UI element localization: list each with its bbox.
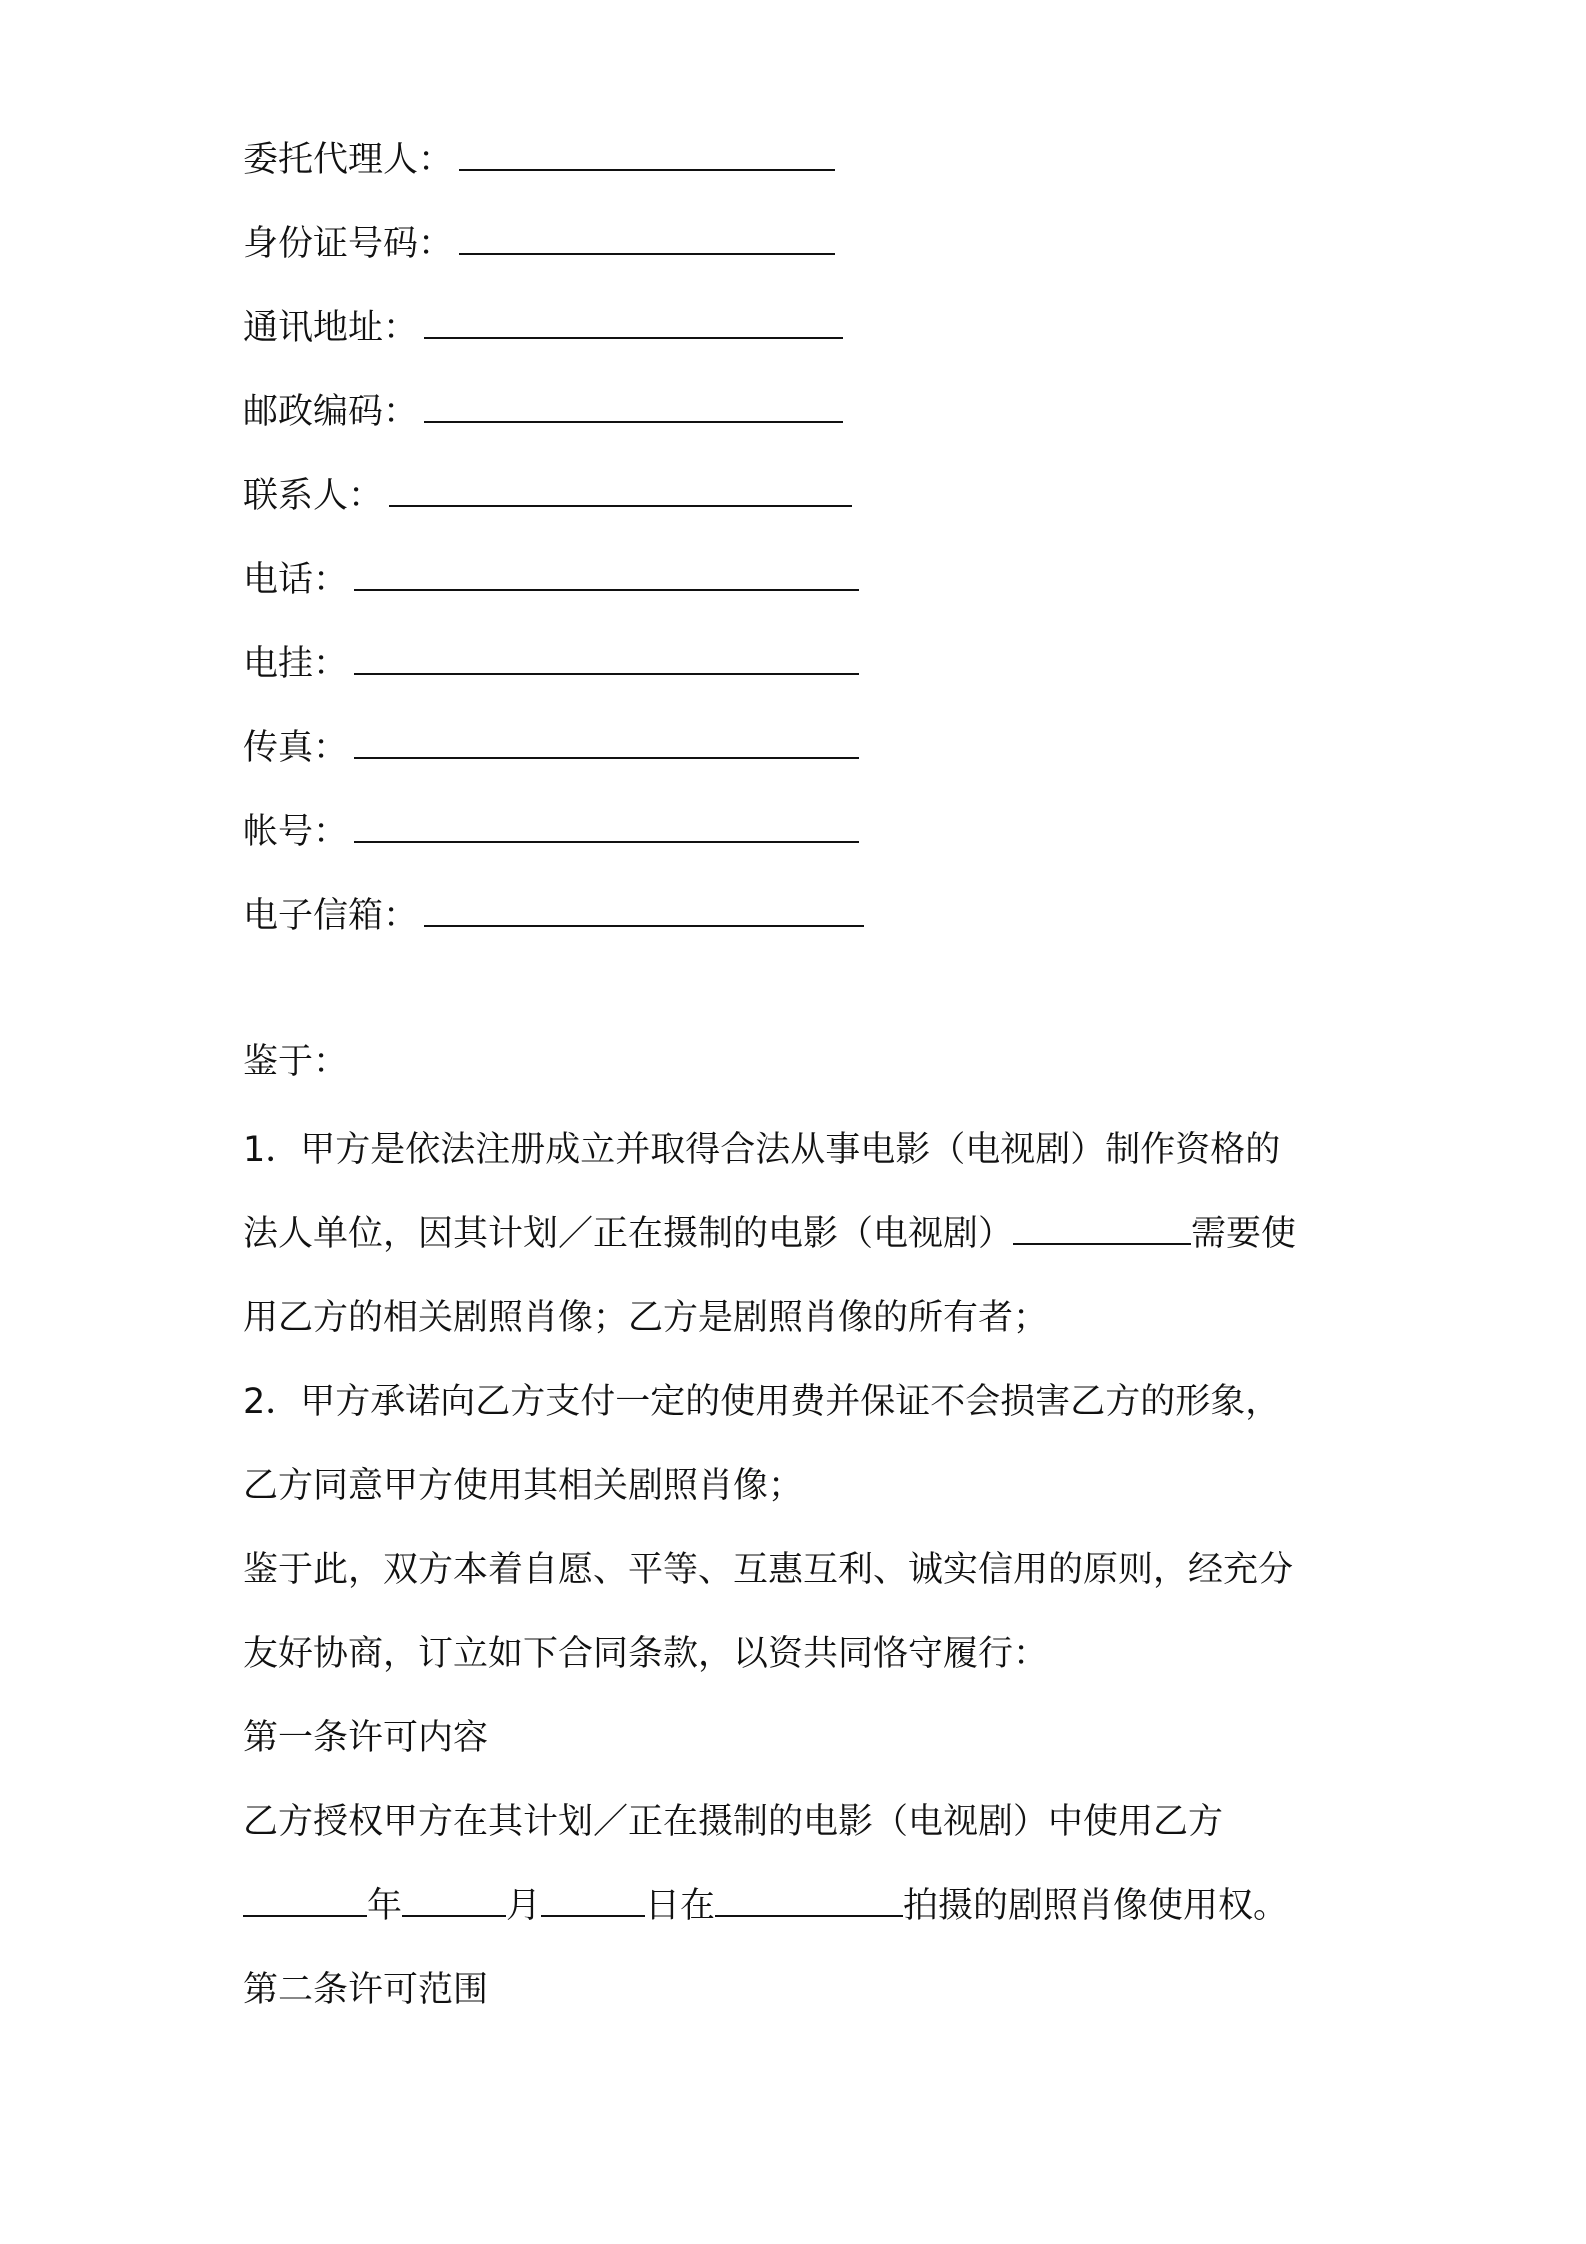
recital-2-line-1: 2．甲方承诺向乙方支付一定的使用费并保证不会损害乙方的形象， [243,1382,1281,1422]
fill-in-blank[interactable] [1013,1213,1191,1245]
location-blank[interactable] [715,1885,903,1917]
field-id-number [243,222,835,266]
field-label: 电挂： [243,644,349,684]
field-label: 通讯地址： [243,308,419,348]
recital-2-line-2: 乙方同意甲方使用其相关剧照肖像； [243,1466,804,1506]
field-telegraph [243,642,859,686]
field-label: 电话： [243,560,349,600]
fill-in-blank[interactable] [389,475,852,507]
fill-in-blank[interactable] [424,895,864,927]
month-label: 月 [506,1886,542,1926]
article-1-line-1: 乙方授权甲方在其计划／正在摄制的电影（电视剧）中使用乙方 [243,1802,1224,1842]
field-contact [243,474,852,518]
article-1-line-2 [243,1884,1288,1928]
field-agent [243,138,835,182]
article-2-title: 第二条许可范围 [243,1970,489,2010]
fill-in-blank[interactable] [354,643,859,675]
fill-in-blank[interactable] [354,559,859,591]
year-blank[interactable] [243,1885,367,1917]
fill-in-blank[interactable] [459,139,835,171]
preamble-line-2: 友好协商，订立如下合同条款，以资共同恪守履行： [243,1634,1049,1674]
recital-1-line-1: 1．甲方是依法注册成立并取得合法从事电影（电视剧）制作资格的 [243,1130,1281,1170]
recital-1-line-2 [243,1212,1296,1256]
fill-in-blank[interactable] [424,307,843,339]
fill-in-blank[interactable] [459,223,835,255]
field-label: 电子信箱： [243,896,419,936]
field-email [243,894,864,938]
fill-in-blank[interactable] [424,391,843,423]
field-label: 帐号： [243,812,349,852]
day-blank[interactable] [541,1885,645,1917]
field-account [243,810,859,854]
recital-text: 需要使 [1191,1214,1297,1254]
field-phone [243,558,859,602]
article-1-title: 第一条许可内容 [243,1718,489,1758]
field-label: 身份证号码： [243,224,454,264]
field-address [243,306,843,350]
field-label: 联系人： [243,476,384,516]
field-label: 邮政编码： [243,392,419,432]
year-label: 年 [367,1886,403,1926]
field-fax [243,726,859,770]
article-1-tail: 拍摄的剧照肖像使用权。 [903,1886,1289,1926]
preamble-line-1: 鉴于此，双方本着自愿、平等、互惠互利、诚实信用的原则，经充分 [243,1550,1294,1590]
field-label: 传真： [243,728,349,768]
fill-in-blank[interactable] [354,811,859,843]
recitals-heading: 鉴于： [243,1042,349,1082]
recital-1-line-3: 用乙方的相关剧照肖像；乙方是剧照肖像的所有者； [243,1298,1049,1338]
fill-in-blank[interactable] [354,727,859,759]
day-label: 日在 [645,1886,716,1926]
field-label: 委托代理人： [243,140,454,180]
month-blank[interactable] [402,1885,506,1917]
field-postal-code [243,390,843,434]
recital-text: 法人单位，因其计划／正在摄制的电影（电视剧） [243,1214,1014,1254]
